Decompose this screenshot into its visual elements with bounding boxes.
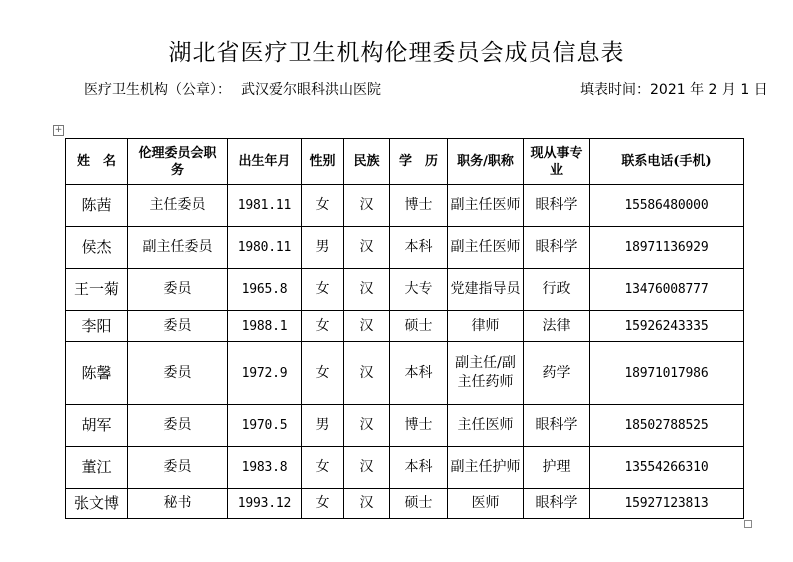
page-title: 湖北省医疗卫生机构伦理委员会成员信息表 <box>168 40 625 66</box>
cell-education: 博士 <box>390 405 448 447</box>
cell-role: 委员 <box>128 311 228 342</box>
cell-education: 本科 <box>390 342 448 405</box>
cell-position: 副主任护师 <box>448 447 524 489</box>
cell-position: 律师 <box>448 311 524 342</box>
header-role: 伦理委员会职 务 <box>128 139 228 185</box>
cell-ethnicity: 汉 <box>344 269 390 311</box>
table-row <box>66 405 744 447</box>
cell-gender: 女 <box>302 311 344 342</box>
cell-role: 委员 <box>128 447 228 489</box>
cell-major: 药学 <box>524 342 590 405</box>
header-ethnicity: 民族 <box>344 139 390 185</box>
cell-position: 副主任/副主任药师 <box>448 342 524 405</box>
cell-education: 硕士 <box>390 489 448 519</box>
cell-major: 眼科学 <box>524 227 590 269</box>
organization-line <box>84 80 381 100</box>
cell-name: 胡军 <box>66 405 128 447</box>
cell-name: 侯杰 <box>66 227 128 269</box>
cell-role: 委员 <box>128 342 228 405</box>
cell-phone: 15586480000 <box>590 185 744 227</box>
table-header-row <box>66 139 744 185</box>
cell-birth: 1981.11 <box>228 185 302 227</box>
fill-date: 填表时间：2021 年 2 月 1 日 <box>580 82 768 98</box>
cell-ethnicity: 汉 <box>344 489 390 519</box>
cell-education: 硕士 <box>390 311 448 342</box>
table-move-handle-icon[interactable]: + <box>54 125 63 135</box>
cell-ethnicity: 汉 <box>344 311 390 342</box>
cell-name: 陈茜 <box>66 185 128 227</box>
header-birth: 出生年月 <box>228 139 302 185</box>
cell-gender: 男 <box>302 227 344 269</box>
cell-role: 秘书 <box>128 489 228 519</box>
header-major: 现从事专业 <box>524 139 590 185</box>
members-table <box>65 138 744 519</box>
cell-position: 医师 <box>448 489 524 519</box>
cell-gender: 女 <box>302 489 344 519</box>
cell-gender: 女 <box>302 342 344 405</box>
header-position: 职务/职称 <box>448 139 524 185</box>
cell-role: 主任委员 <box>128 185 228 227</box>
table-row <box>66 185 744 227</box>
cell-phone: 13476008777 <box>590 269 744 311</box>
header-education: 学 历 <box>390 139 448 185</box>
cell-phone: 15927123813 <box>590 489 744 519</box>
cell-birth: 1983.8 <box>228 447 302 489</box>
cell-ethnicity: 汉 <box>344 447 390 489</box>
cell-name: 李阳 <box>66 311 128 342</box>
table-row <box>66 227 744 269</box>
cell-role: 委员 <box>128 405 228 447</box>
cell-birth: 1970.5 <box>228 405 302 447</box>
table-row <box>66 269 744 311</box>
cell-major: 法律 <box>524 311 590 342</box>
cell-ethnicity: 汉 <box>344 405 390 447</box>
table-row <box>66 311 744 342</box>
cell-education: 本科 <box>390 447 448 489</box>
cell-phone: 15926243335 <box>590 311 744 342</box>
cell-gender: 男 <box>302 405 344 447</box>
cell-name: 董江 <box>66 447 128 489</box>
cell-gender: 女 <box>302 447 344 489</box>
cell-education: 博士 <box>390 185 448 227</box>
cell-position: 党建指导员 <box>448 269 524 311</box>
cell-phone: 13554266310 <box>590 447 744 489</box>
table-row <box>66 342 744 405</box>
organization-label: 医疗卫生机构（公章）： <box>84 82 231 98</box>
table-row <box>66 489 744 519</box>
cell-education: 大专 <box>390 269 448 311</box>
cell-major: 眼科学 <box>524 405 590 447</box>
header-phone: 联系电话(手机) <box>590 139 744 185</box>
cell-birth: 1988.1 <box>228 311 302 342</box>
header-gender: 性别 <box>302 139 344 185</box>
table-resize-handle-icon[interactable] <box>744 520 752 528</box>
cell-birth: 1993.12 <box>228 489 302 519</box>
cell-name: 张文博 <box>66 489 128 519</box>
cell-role: 副主任委员 <box>128 227 228 269</box>
organization-name: 武汉爱尔眼科洪山医院 <box>241 82 381 98</box>
cell-name: 王一菊 <box>66 269 128 311</box>
cell-phone: 18502788525 <box>590 405 744 447</box>
cell-birth: 1980.11 <box>228 227 302 269</box>
cell-ethnicity: 汉 <box>344 185 390 227</box>
cell-gender: 女 <box>302 269 344 311</box>
cell-major: 行政 <box>524 269 590 311</box>
cell-position: 副主任医师 <box>448 227 524 269</box>
cell-phone: 18971017986 <box>590 342 744 405</box>
cell-education: 本科 <box>390 227 448 269</box>
cell-role: 委员 <box>128 269 228 311</box>
cell-position: 主任医师 <box>448 405 524 447</box>
cell-ethnicity: 汉 <box>344 227 390 269</box>
cell-gender: 女 <box>302 185 344 227</box>
cell-major: 护理 <box>524 447 590 489</box>
table-row <box>66 447 744 489</box>
cell-major: 眼科学 <box>524 489 590 519</box>
cell-major: 眼科学 <box>524 185 590 227</box>
cell-birth: 1965.8 <box>228 269 302 311</box>
cell-name: 陈馨 <box>66 342 128 405</box>
header-name: 姓 名 <box>66 139 128 185</box>
cell-position: 副主任医师 <box>448 185 524 227</box>
cell-phone: 18971136929 <box>590 227 744 269</box>
cell-ethnicity: 汉 <box>344 342 390 405</box>
cell-birth: 1972.9 <box>228 342 302 405</box>
